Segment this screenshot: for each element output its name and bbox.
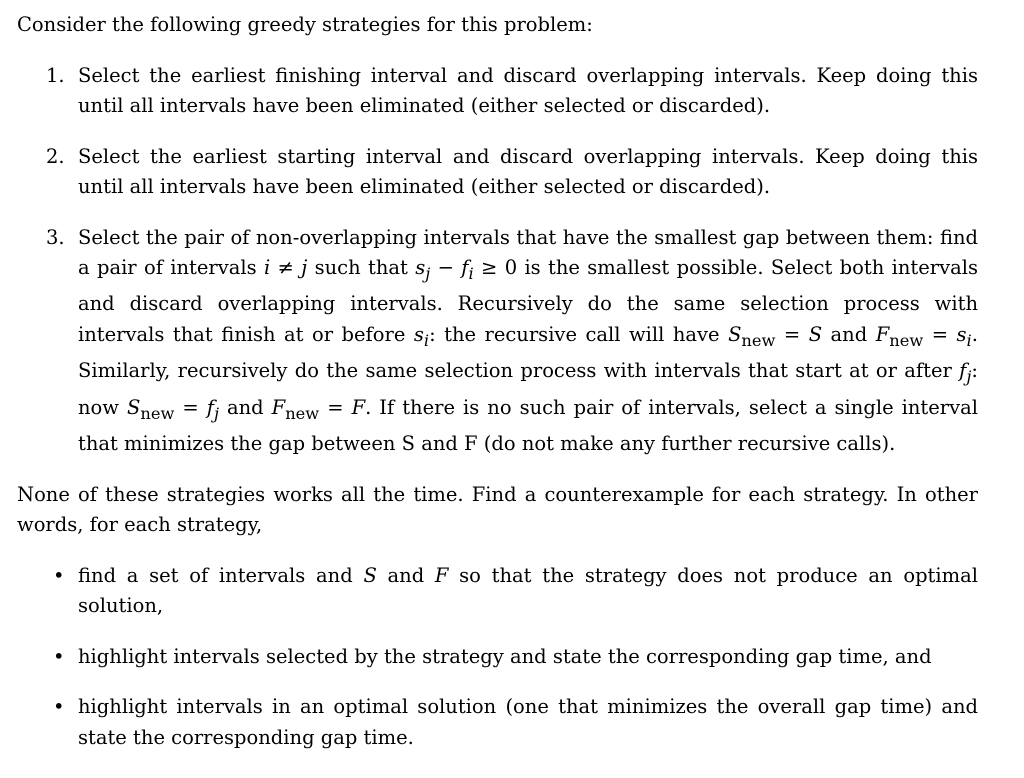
strategy-item-3: [17, 223, 978, 460]
math-symbol: f: [959, 359, 967, 383]
math-subscript: j: [966, 367, 972, 387]
strategy-item-1: [17, 61, 978, 122]
text-run: . If there is no such pair of intervals, select a single interval that minimizes the gap between S and F (do not make any further recursive calls).: [78, 395, 978, 456]
text-run: . Similarly, recursively do the same selection process with intervals that start at or after: [78, 322, 978, 383]
strategy-number-1: 1.: [46, 63, 65, 87]
math-operator: =: [174, 395, 207, 419]
math-symbol: f: [206, 395, 214, 419]
strategy-text-2: Select the earliest starting interval and discard overlapping intervals. Keep doing this until all intervals have been eliminated (either selected or discarded).: [78, 144, 978, 198]
math-subscript: j: [425, 263, 431, 283]
text-run: find a set of intervals and: [78, 563, 364, 587]
math-operator: ≥ 0: [473, 256, 518, 279]
math-symbol: S: [127, 395, 141, 419]
math-operator: =: [775, 322, 809, 346]
bullet-icon: •: [53, 563, 65, 587]
math-subscript: i: [468, 263, 474, 283]
math-operator: =: [923, 322, 957, 346]
task-item-2: [17, 642, 978, 673]
math-subscript: new: [285, 403, 320, 423]
text-run: and: [822, 322, 876, 346]
math-symbol: S: [808, 322, 823, 346]
math-symbol: F: [271, 395, 286, 419]
math-operator: ≠: [270, 256, 302, 279]
text-run: is the smallest possible. Select both intervals and discard overlapping intervals. Recursively do the same selection process with intervals that finish at or before: [78, 256, 978, 346]
math-symbol: S: [728, 322, 742, 346]
math-subscript: new: [140, 403, 175, 423]
math-symbol: S: [363, 563, 377, 587]
text-run: Select the pair of non-overlapping intervals that have the smallest gap between them: find a pair of intervals: [78, 225, 978, 279]
text-run: such that: [307, 256, 416, 279]
task-item-3: [17, 692, 978, 753]
text-run: : now: [78, 359, 978, 419]
math-symbol: i: [263, 256, 271, 279]
task-text-1: [78, 564, 978, 618]
math-subscript: j: [213, 403, 219, 423]
bullet-icon: •: [53, 644, 65, 668]
text-run: so that the strategy does not produce an optimal solution,: [78, 563, 978, 618]
math-symbol: F: [875, 322, 890, 346]
task-text-3: highlight intervals in an optimal solution (one that minimizes the overall gap time) and state the corresponding gap time.: [78, 695, 978, 749]
strategy-text-3: [78, 226, 978, 456]
math-symbol: F: [434, 563, 449, 587]
intro-paragraph: Consider the following greedy strategies for this problem:: [17, 13, 593, 36]
strategy-list: [17, 61, 978, 460]
math-operator: =: [319, 395, 352, 419]
text-run: and: [218, 395, 272, 419]
text-run: and: [376, 563, 435, 587]
math-symbol: j: [301, 256, 308, 279]
math-symbol: s: [415, 256, 426, 279]
strategy-text-1: Select the earliest finishing interval and discard overlapping intervals. Keep doing this until all intervals have been eliminated (either selected or discarded).: [78, 63, 978, 117]
task-text-2: highlight intervals selected by the strategy and state the corresponding gap time, and: [78, 644, 932, 668]
math-subscript: i: [423, 330, 430, 350]
strategy-item-2: [17, 142, 978, 203]
math-symbol: F: [351, 395, 366, 419]
bullet-icon: •: [53, 695, 65, 719]
math-subscript: new: [741, 330, 776, 350]
math-subscript: new: [889, 330, 924, 350]
math-symbol: f: [461, 256, 469, 279]
math-subscript: i: [966, 330, 972, 350]
strategy-number-2: 2.: [46, 144, 65, 168]
summary-paragraph: None of these strategies works all the time. Find a counterexample for each strategy. In other words, for each strategy,: [17, 482, 978, 537]
task-list: [17, 561, 978, 754]
task-item-1: [17, 561, 978, 622]
math-operator: −: [430, 256, 462, 279]
math-symbol: s: [956, 322, 967, 346]
math-symbol: s: [413, 322, 424, 346]
text-run: : the recursive call will have: [429, 322, 729, 346]
strategy-number-3: 3.: [46, 225, 65, 249]
